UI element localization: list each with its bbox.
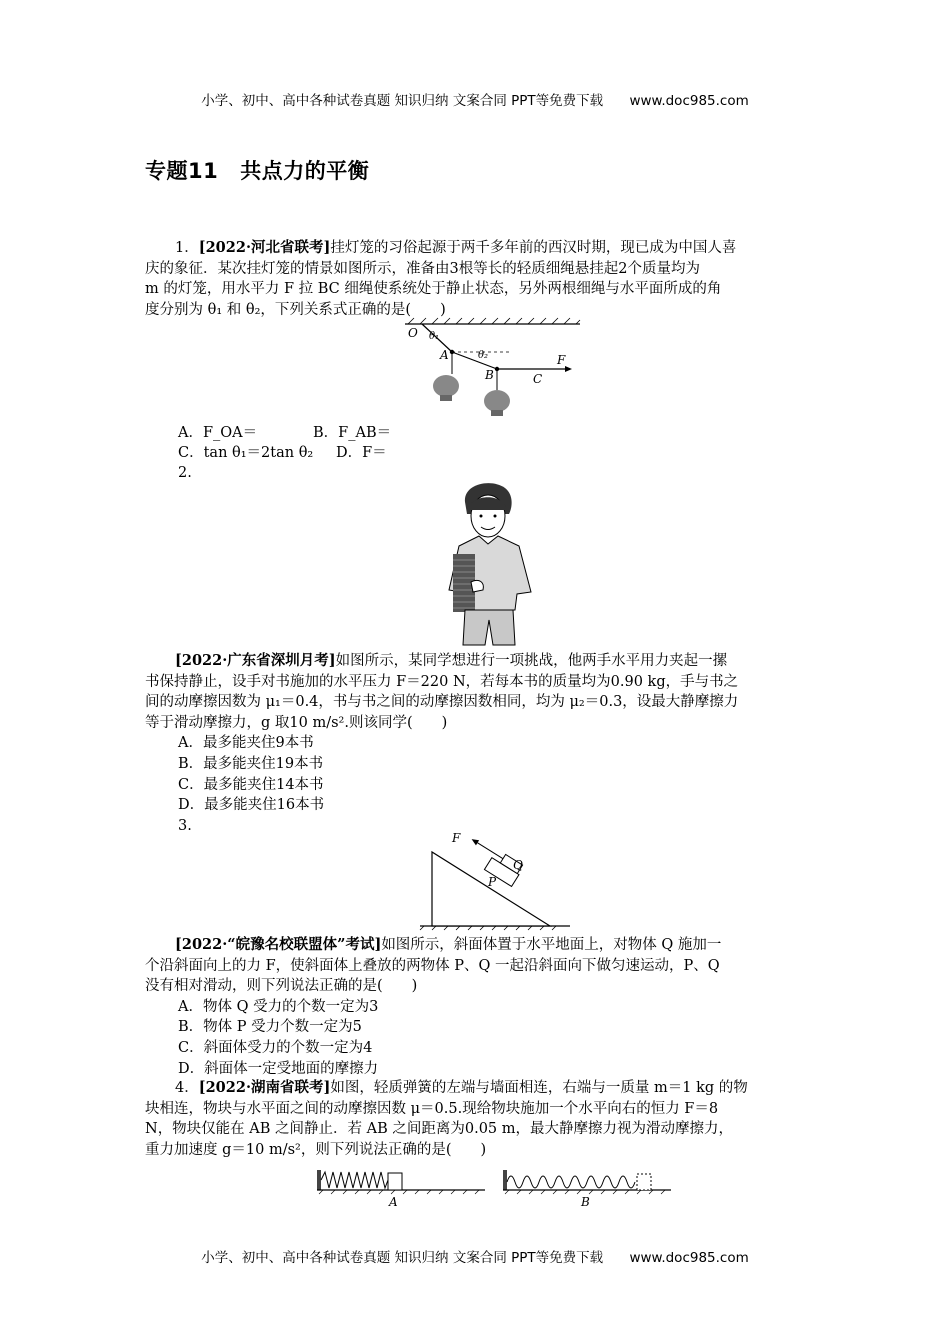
- lantern-1: [433, 375, 459, 397]
- q1-line4: 度分别为 θ₁ 和 θ₂，下列关系式正确的是( ): [145, 301, 446, 318]
- header-text: 小学、初中、高中各种试卷真题 知识归纳 文案合同 PPT等免费下载: [201, 93, 604, 109]
- q2-num: 2.: [178, 465, 192, 481]
- label-A: A: [440, 348, 449, 362]
- q1-num: 1．: [175, 240, 199, 256]
- q1-option-c: C．tan θ₁＝2tan θ₂: [178, 445, 314, 461]
- q2-option-c: C．最多能夹住14本书: [178, 776, 324, 793]
- label-theta1: θ₁: [429, 331, 440, 342]
- page-title: [145, 155, 369, 185]
- q4-line2: 块相连，物块与水平面之间的动摩擦因数 μ＝0.5.现给物块施加一个水平向右的恒力 F＝8: [145, 1100, 719, 1117]
- label-F-incline: F: [452, 831, 461, 845]
- footer-site[interactable]: www.doc985.com: [629, 1250, 749, 1266]
- title-topic: 专题11: [145, 159, 219, 183]
- label-C: C: [533, 372, 543, 386]
- q3-line1: [145, 935, 805, 956]
- q2-line1: [145, 651, 805, 672]
- label-F: F: [557, 353, 566, 367]
- q2-line2: 书保持静止，设手对书施加的水平压力 F＝220 N，若每本书的质量均为0.90 kg，手与书之: [145, 673, 739, 690]
- footer-text: 小学、初中、高中各种试卷真题 知识归纳 文案合同 PPT等免费下载: [201, 1250, 604, 1266]
- title-name: 共点力的平衡: [240, 159, 370, 183]
- q4-line1: [145, 1078, 805, 1099]
- q2-line4: 等于滑动摩擦力，g 取10 m/s².则该同学( ): [145, 714, 448, 731]
- q1-option-a: A．F_OA＝: [178, 425, 258, 441]
- q1-option-b: B．F_AB＝: [313, 425, 392, 441]
- question-1: [145, 238, 805, 320]
- spring-diagram-B: [503, 1170, 671, 1209]
- q2-option-a: A．最多能夹住9本书: [178, 735, 314, 752]
- label-O: O: [408, 326, 418, 340]
- q2-text1: 如图所示，某同学想进行一项挑战，他两手水平用力夹起一摞: [335, 653, 728, 669]
- q1-option-d: D．F＝: [336, 445, 387, 461]
- q1-line3: m 的灯笼，用水平力 F 拉 BC 细绳使系统处于静止状态，另外两根细绳与水平面所成的角: [145, 281, 722, 298]
- label-P: P: [488, 875, 497, 889]
- label-B: B: [485, 368, 494, 382]
- lantern-figure: [400, 318, 585, 418]
- q1-line1: [145, 238, 805, 259]
- q1-line2: 庆的象征．某次挂灯笼的情景如图所示，准备由3根等长的轻质细绳悬挂起2个质量均为: [145, 260, 700, 277]
- label-theta2: θ₂: [478, 350, 489, 361]
- page-header: [0, 89, 950, 109]
- q3-option-a: A．物体 Q 受力的个数一定为3: [178, 998, 379, 1015]
- label-Q: Q: [513, 858, 523, 872]
- q3-source: [2022·“皖豫名校联盟体”考试]: [175, 936, 382, 953]
- question-4: [145, 1078, 805, 1160]
- q1-source: [2022·河北省联考]: [198, 239, 331, 256]
- q2-source: [2022·广东省深圳月考]: [175, 652, 336, 669]
- page-footer: [0, 1246, 950, 1266]
- question-2: [145, 651, 805, 836]
- question-3: [145, 935, 805, 1079]
- incline-figure: [420, 828, 570, 930]
- header-site[interactable]: www.doc985.com: [629, 93, 749, 109]
- q3-num: 3.: [178, 817, 192, 834]
- q3-option-c: C．斜面体受力的个数一定为4: [178, 1039, 373, 1056]
- q4-num: 4．: [175, 1080, 199, 1096]
- q1-text1: 挂灯笼的习俗起源于两千多年前的西汉时期，现已成为中国人喜: [330, 240, 737, 256]
- q3-option-d: D．斜面体一定受地面的摩擦力: [178, 1060, 379, 1077]
- q4-line4: 重力加速度 g＝10 m/s²，则下列说法正确的是( ): [145, 1141, 487, 1158]
- q3-text1: 如图所示，斜面体置于水平地面上，对物体 Q 施加一: [381, 937, 722, 953]
- q3-option-b: B．物体 P 受力个数一定为5: [178, 1019, 362, 1036]
- q4-text1: 如图，轻质弹簧的左端与墙面相连，右端与一质量 m＝1 kg 的物: [330, 1080, 748, 1096]
- spring-diagram-A: [317, 1170, 485, 1209]
- label-A-spring: A: [389, 1195, 398, 1209]
- q3-line2: 个沿斜面向上的力 F，使斜面体上叠放的两物体 P、Q 一起沿斜面向下做匀速运动，P、Q: [145, 957, 720, 974]
- q2-line3: 间的动摩擦因数为 μ₁＝0.4，书与书之间的动摩擦因数相同，均为 μ₂＝0.3，设最大静摩擦力: [145, 694, 739, 711]
- spring-figure: [315, 1168, 675, 1210]
- q2-option-b: B．最多能夹住19本书: [178, 755, 324, 772]
- q4-source: [2022·湖南省联考]: [198, 1079, 331, 1096]
- q3-line3: 没有相对滑动，则下列说法正确的是( ): [145, 978, 418, 995]
- student-figure: [443, 480, 538, 645]
- label-B-spring: B: [581, 1195, 590, 1209]
- q2-option-d: D．最多能夹住16本书: [178, 797, 325, 814]
- lantern-2: [484, 390, 510, 412]
- q4-line3: N，物块仅能在 AB 之间静止．若 AB 之间距离为0.05 m，最大静摩擦力视为滑动摩擦力，: [145, 1121, 734, 1138]
